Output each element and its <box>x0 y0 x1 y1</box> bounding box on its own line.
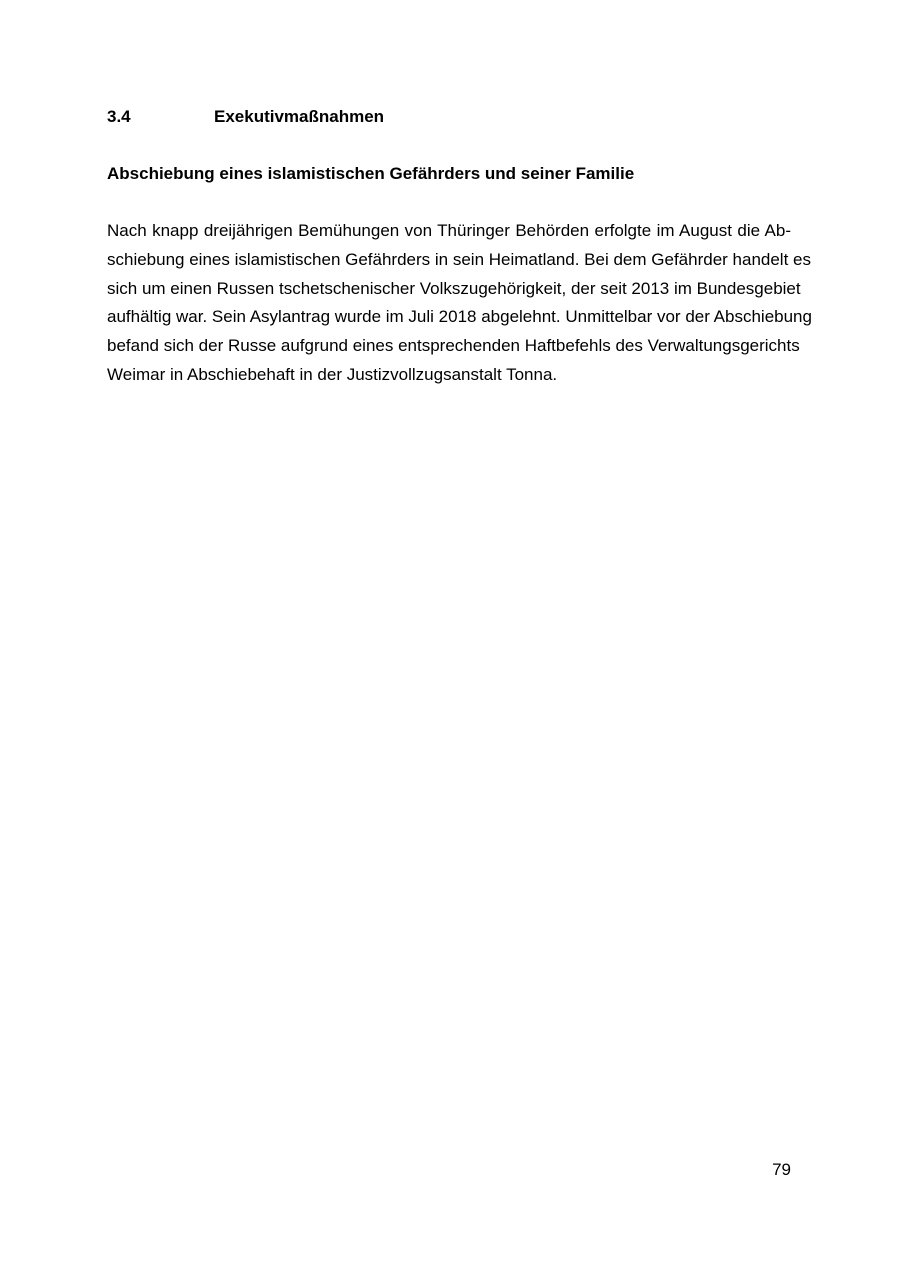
paragraph-line: befand sich der Russe aufgrund eines entsprechenden Haftbefehls des Verwaltungsgerichts <box>107 336 800 356</box>
paragraph-line: Nach knapp dreijährigen Bemühungen von Thüringer Behörden erfolgte im August die Ab- <box>107 221 791 240</box>
paragraph-line: Weimar in Abschiebehaft in der Justizvollzugsanstalt Tonna. <box>107 364 558 384</box>
paragraph-line: schiebung eines islamistischen Gefährders in sein Heimatland. Bei dem Gefährder handelt es <box>107 249 811 269</box>
paragraph-line: sich um einen Russen tschetschenischer Volkszugehörigkeit, der seit 2013 im Bundesgebiet <box>107 278 801 298</box>
section-heading <box>107 106 384 128</box>
section-title: Exekutivmaßnahmen <box>214 107 385 126</box>
paragraph-line: aufhältig war. Sein Asylantrag wurde im Juli 2018 abgelehnt. Unmittelbar vor der Abschiebung <box>107 307 812 327</box>
page-number: 79 <box>772 1160 791 1179</box>
body-paragraph <box>107 217 812 390</box>
sub-heading: Abschiebung eines islamistischen Gefährders und seiner Familie <box>107 164 635 183</box>
section-number: 3.4 <box>107 107 131 126</box>
